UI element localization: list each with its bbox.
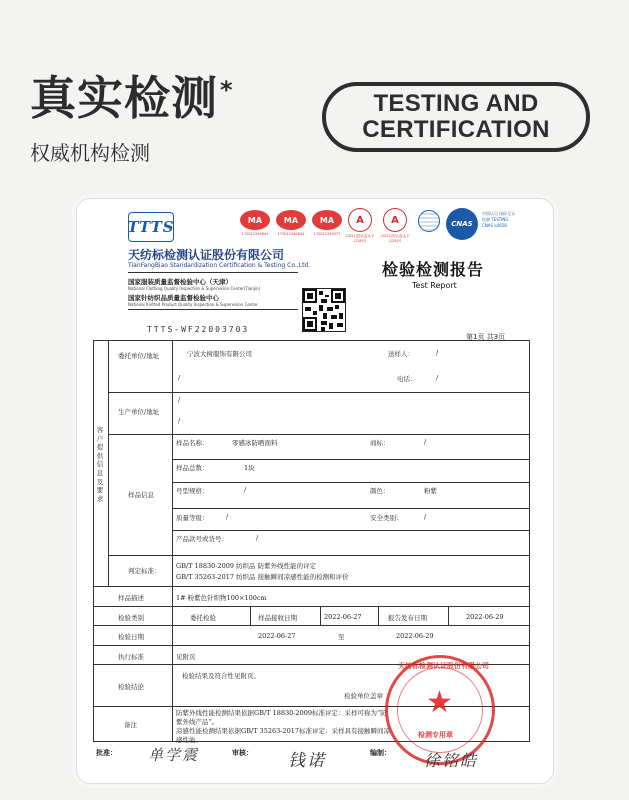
table-rule [172,508,530,509]
cma-mark-icon: MA [312,210,342,230]
standard-label: 判定标准： [128,567,161,575]
desc-value: 1# 粉紫色针织物100×100cm [176,594,267,602]
table-rule [172,459,530,460]
sample-name-label: 样品名称： [176,439,209,447]
client-value: 宁波大树服饰有限公司 [187,350,252,358]
method-label: 检验类别 [118,614,144,622]
table-rule [93,586,530,587]
cma-number: 170012340644 [277,232,305,236]
badge-line-2: CERTIFICATION [362,116,550,143]
test-date-from: 2022-06-27 [258,632,296,640]
test-date-to: 2022-06-29 [396,632,434,640]
lot-label: 产品款号或货号： [176,535,228,543]
testing-certification-badge [322,82,590,152]
center2-cn: 国家针纺织品质量监督检验中心 [128,294,219,302]
model-label: 号型规格： [176,487,209,495]
issue-label: 报告发布日期 [388,614,427,622]
report-title-cn: 检验检测报告 [382,260,485,279]
table-rule [378,606,379,625]
center2-en: National Knitted Product Quality Inspection & Supervision Center [128,302,259,307]
cal-number: (2021)国认监认字(228)号 [380,234,410,243]
conclusion-label: 检验结论 [118,683,144,691]
method-value: 委托检验 [190,614,216,622]
sender-label: 送样人： [388,350,414,358]
author-signature: 徐铭皓 [424,751,479,770]
producer-label: 生产单位/地址 [118,408,160,416]
table-rule [93,606,530,607]
table-rule [448,606,449,625]
customer-info-side-label: 客户提供信息及要求 [96,426,104,503]
cma-number: 170012340644 [241,232,269,236]
table-rule [108,392,530,393]
standard-line-1: GB/T 18830-2009 纺织品 防紫外线性能的评定 [176,562,317,570]
notes-line-3: 凉感性能检测结果依据GB/T 35263-2017标准评定：采样具有接触瞬间凉 [176,727,390,735]
standard-line-2: GB/T 35263-2017 纺织品 接触瞬间凉感性能的检测和评价 [176,573,349,581]
quality-label: 质量等级： [176,514,209,522]
cal-mark-icon: A [348,208,372,232]
notes-label: 备注 [124,721,137,729]
report-title-en: Test Report [412,281,457,290]
cnas-logo-icon: CNAS [446,208,478,240]
stamp-text: 天纺标检测认证股份有限公司 [398,662,489,670]
quality-value: / [226,513,229,521]
sample-count-label: 样品总数： [176,464,209,472]
receive-label: 样品接收日期 [258,614,297,622]
review-label: 审核： [232,749,253,757]
receive-value: 2022-06-27 [324,613,362,621]
conclusion-value: 检验结果及符合性见附页。 [182,672,260,680]
color-value: 粉紫 [424,487,437,495]
producer-address: / [178,417,181,425]
ilac-globe-icon [418,210,440,232]
table-rule [250,606,251,625]
page-subtitle: 权威机构检测 [30,141,150,165]
center1-en: National Clothing Quality Inspection & Supervision Center(Tianjin) [128,286,261,291]
notes-line-4: 感性能。 [176,736,202,744]
client-address: / [178,374,181,382]
cma-mark-icon: MA [276,210,306,230]
stamp-subtext: 检测专用章 [418,731,453,739]
issue-value: 2022-06-29 [466,613,504,621]
trademark-label: 商标： [370,439,390,447]
sender-value: / [436,349,439,357]
cnas-text: 中国认可 国际互认 检测 TESTING CNAS L0658 [482,211,516,228]
exec-standard-label: 执行标准 [118,653,144,661]
cma-number: 170012340077 [313,232,341,236]
sample-name-value: 零感冰防晒面料 [232,439,278,447]
ttts-logo: TTTS [128,212,174,242]
qr-code-icon [302,288,346,332]
badge-line-1: TESTING AND [373,90,539,117]
page-title: 真实检测* [30,71,234,125]
table-rule [172,530,530,531]
stamp-star-icon: ★ [426,685,453,720]
model-value: / [244,486,247,494]
table-rule [93,625,530,626]
phone-value: / [436,374,439,382]
header-divider [128,272,298,273]
color-label: 颜色： [370,487,390,495]
client-label: 委托单位/地址 [118,352,160,360]
phone-label: 电话： [397,375,417,383]
approve-signature: 单学震 [148,746,200,764]
center1-cn: 国家服装质量监督检验中心（天津） [128,278,232,286]
seal-label: 检验单位盖章 [344,692,383,700]
lot-value: / [256,534,259,542]
approve-label: 批准： [96,749,117,757]
safety-label: 安全类别： [370,514,403,522]
org-name-en: TianFangBiao Standardization Certification & Testing Co.,Ltd. [128,262,311,269]
safety-value: / [424,513,427,521]
notes-line-1: 防紫外线性能检测结果依据GB/T 18830-2009标准评定：采样可称为“防 [176,709,387,717]
header-divider [128,309,298,310]
table-rule [320,606,321,625]
org-name-cn: 天纺标检测认证股份有限公司 [128,248,285,262]
report-number: TTTS-WF22003703 [147,325,250,334]
notes-line-2: 紫外线产品”。 [176,718,219,726]
table-rule [108,434,530,435]
exec-standard-value: 见附页 [176,653,196,661]
sample-info-label: 样品信息 [128,491,154,499]
table-rule [108,555,530,556]
sample-count-value: 1块 [244,464,255,472]
cal-number: (2021)国认监认字(218)号 [345,234,375,243]
author-label: 编制： [370,749,391,757]
test-date-label: 检验日期 [118,633,144,641]
table-rule [172,340,173,742]
table-rule [93,645,530,646]
producer-value: / [178,396,181,404]
table-rule [172,482,530,483]
cma-mark-icon: MA [240,210,270,230]
table-rule [108,340,109,586]
cal-mark-icon: A [383,208,407,232]
desc-label: 样品描述 [118,594,144,602]
page-number: 第1页 共3页 [466,333,506,341]
review-signature: 钱诺 [288,751,326,771]
trademark-value: / [424,438,427,446]
test-date-to-word: 至 [338,633,345,641]
